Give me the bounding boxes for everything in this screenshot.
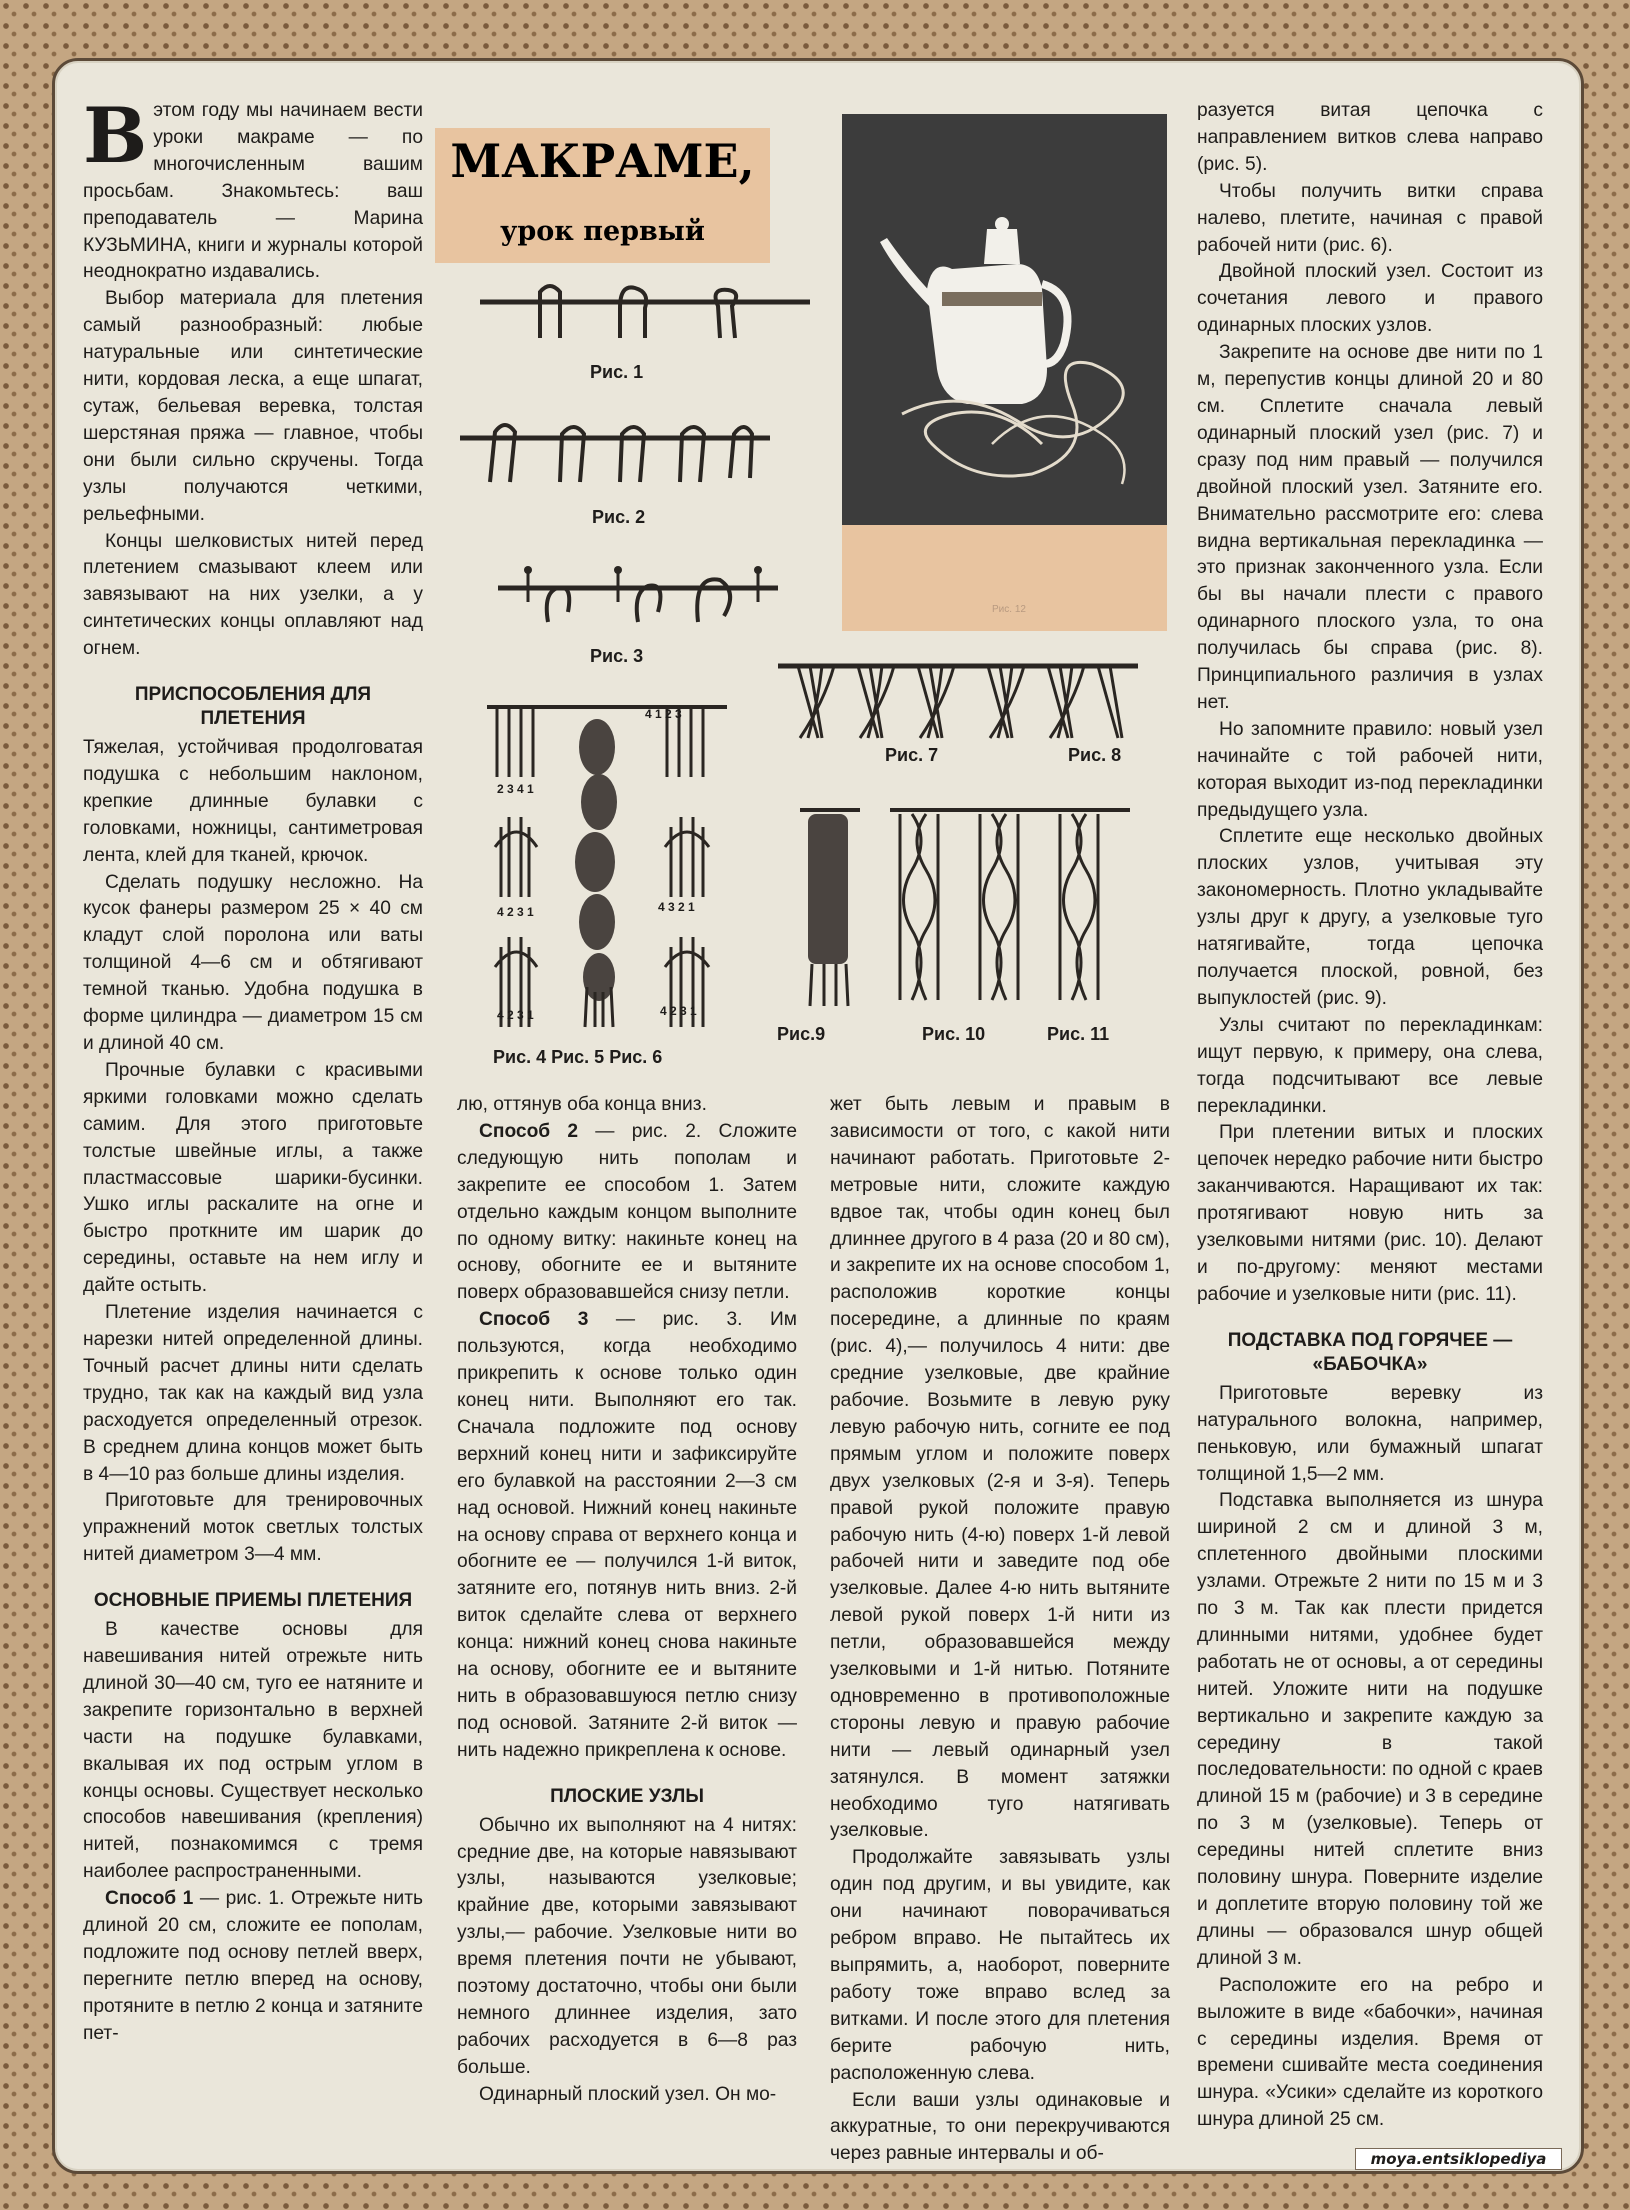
intro-paragraph: Вэтом году мы начинаем вести уроки макраме — по многочисленным вашим просьбам. Знакомьтесь: ваш преподаватель — Марина КУЗЬМИНА, книги и журналы которой неоднократно издавались. (83, 91, 423, 283)
article-title: МАКРАМЕ, (450, 134, 755, 188)
paragraph: Одинарный плоский узел. Он мо- (479, 2083, 777, 2105)
figure-11-caption: Рис. 11 (1047, 1024, 1110, 1044)
teapot-illustration (842, 114, 1167, 525)
figures-9-10-11 (780, 800, 1140, 1010)
figure-1-caption: Рис. 1 (590, 362, 644, 382)
paragraph: Закрепите на основе две нити по 1 м, перепустив концы длиной 20 и 80 см. Сплетите сначала левый одинарный плоский узел (рис. 7) и сразу под ним правый — получился двойной плоский узел. Затяните его. Внимательно рассмотрите его: слева видна вертикальная перекладинка — это признак законченного узла. Если бы вы начали плести с правого одинарного плоского узла, то она получилась бы справа (рис. 8). Принципиального различия в узлах нет. (1197, 342, 1543, 713)
paragraph: Способ 2 — рис. 2. Сложите следующую нить пополам и закрепите ее способом 1. Затем отдельно каждым концом выполните по одному витку: накиньте конец на основу, обогните ее и вытяните поверх образовавшейся снизу петли. (457, 1120, 797, 1304)
figure-7-caption: Рис. 7 (885, 745, 939, 765)
column-1 (83, 91, 423, 2048)
paragraph: Продолжайте завязывать узлы один под другим, и вы увидите, как они начинают поворачиваться ребром вправо. Не пытайтесь их выпрямить, а, наоборот, поверните работу тоже вправо вслед за витками. И после этого для плетения берите рабочую нить, расположенную слева. (830, 1847, 1170, 2084)
paragraph: Если ваши узлы одинаковые и аккуратные, то они перекручиваются через равные интервалы и об- (830, 2089, 1170, 2165)
figure-1 (470, 278, 820, 348)
paragraph: Приготовьте веревку из натурального волокна, например, пеньковую, или бумажный шпагат толщиной 1,5—2 мм. (1197, 1382, 1543, 1485)
watermark: moya.entsiklopediya (1355, 2148, 1562, 2170)
paragraph: Способ 3 — рис. 3. Им пользуются, когда необходимо прикрепить к основе только один конец нити. Выполняют его так. Сначала подложите под основу верхний конец нити и зафиксируйте его булавкой на расстоянии 2—3 см над основой. Нижний конец накиньте на основу справа от верхнего конца и обогните ее — получился 1-й виток, затяните его, потянув нить вниз. 2-й виток сделайте слева от верхнего конца: нижний конец снова накиньте на основу, обогните ее и вытяните нить в образовавшуюся петлю снизу под основой. Затяните 2-й виток — нить надежно прикреплена к основе. (457, 1309, 797, 1761)
paragraph: Выбор материала для плетения самый разнообразный: любые натуральные или синтетические нити, кордовая леска, а еще шпагат, сутаж, бельевая веревка, толстая шерстяная пряжа — главное, чтобы они были сильно скручены. Тогда узлы получаются четкими, рельефными. (83, 288, 423, 525)
paragraph: Двойной плоский узел. Состоит из сочетания левого и правого одинарных плоских узлов. (1197, 261, 1543, 337)
section-heading-tools: ПРИСПОСОБЛЕНИЯ ДЛЯ ПЛЕТЕНИЯ (134, 684, 372, 730)
section-heading-stand: ПОДСТАВКА ПОД ГОРЯЧЕЕ — «БАБОЧКА» (1227, 1329, 1513, 1375)
figure-8-caption: Рис. 8 (1068, 745, 1122, 765)
paragraph: Чтобы получить витки справа налево, плетите, начиная с правой рабочей нити (рис. 6). (1197, 180, 1543, 256)
figure-6-digits-c: 4 2 3 1 (660, 1004, 697, 1018)
figures-4-5-6 (487, 697, 727, 1037)
drop-cap: В (83, 91, 148, 180)
paragraph: При плетении витых и плоских цепочек нередко рабочие нити быстро заканчиваются. Наращивают их так: протягивают новую нить за узелковыми нитями (рис. 10). Делают и по-другому: меняют местами рабочие и узелковые нити (рис. 11). (1197, 1122, 1543, 1305)
paragraph: Сплетите еще несколько двойных плоских узлов, учитывая эту закономерность. Плотно укладывайте узлы друг к другу, а узелковые туго натягивайте, тогда цепочка получается плоской, ровной, без выпуклостей (рис. 9). (1197, 826, 1543, 1009)
section-heading-flat: ПЛОСКИЕ УЗЛЫ (550, 1785, 704, 1807)
figure-6-digits-b: 4 3 2 1 (658, 900, 695, 914)
paragraph: Узлы считают по перекладинкам: ищут первую, к примеру, она слева, тогда подсчитывают все левые перекладинки. (1197, 1014, 1543, 1117)
paragraph: Прочные булавки с красивыми яркими головками можно сделать самим. Для этого приготовьте толстые швейные иглы, а также пластмассовые шарики-бусинки. Ушко иглы раскалите на огне и быстро проткните им шарик до середины, оставьте на нем иглу и дайте остыть. (83, 1059, 423, 1297)
figure-4-digits-b: 4 2 3 1 (497, 905, 534, 919)
paragraph: Но запомните правило: новый узел начинайте с той рабочей нити, которая выходит из-под перекладинки предыдущего узла. (1197, 718, 1543, 821)
figure-6-digits-a: 4 1 2 3 (645, 707, 682, 721)
paragraph: Способ 1 — рис. 1. Отрежьте нить длиной 20 см, сложите ее пополам, подложите под основу петлей вверх, перегните петлю вперед на основу, протяните в петлю 2 конца и затяните пет- (83, 1888, 423, 2044)
paragraph: Сделать подушку несложно. На кусок фанеры размером 25 × 40 см кладут слой поролона или ваты толщиной 4—6 см и обтягивают темной тканью. Удобна подушка в форме цилиндра — диаметром 15 см и длиной 40 см. (83, 871, 423, 1054)
figure-2-caption: Рис. 2 (592, 507, 646, 527)
paragraph: Плетение изделия начинается с нарезки нитей определенной длины. Точный расчет длины нити сделать трудно, так как на каждый вид узла расходуется определенный отрезок. В среднем длина концов может быть в 4—10 раз больше длины изделия. (83, 1302, 423, 1485)
paragraph: жет быть левым и правым в зависимости от того, с какой нити начинают работать. Приготовьте 2-метровые нити, сложите каждую вдвое так, чтобы один конец был длиннее другого в 4 раза (20 и 80 см), и закрепите их на основе способом 1, расположив короткие концы посередине, а длинные по краям (рис. 4),— получилось 4 нити: две средние узелковые, две крайние рабочие. Возьмите в левую руку левую рабочую нить, согните ее под прямым углом и положите поверх двух узелковых (2-я и 3-я). Теперь правой рукой положите правую рабочую нить (4-ю) поверх 1-й левой рабочей нити и заведите под обе узелковые. Далее 4-ю нить вытяните левой рукой поверх 1-й нити из петли, образовавшейся между узелковыми и 1-й нитью. Потяните одновременно в противоположные стороны левую и правую рабочие нити — левый одинарный узел затянулся. В момент затяжки необходимо туго натягивать узелковые. (830, 1094, 1170, 1842)
paragraph: Подставка выполняется из шнура шириной 2 см и длиной 3 м, сплетенного двойными плоскими узлами. Отрежьте 2 нити по 15 м и 3 по 3 м. Так как плести придется длинными нитями, удобнее будет работать не от основы, а от середины нитей. Уложите нити на подушке вертикально и закрепите каждую за середину в такой последовательности: по одной с краев длиной 15 м (рабочие) и 3 в середине по 3 м (узелковые). Теперь от середины нитей сплетите вниз половину шнура. Поверните изделие и доплетите вторую половину той же длины — образовался шнур общей длиной 3 м. (1197, 1490, 1543, 1969)
figure-9-caption: Рис.9 (777, 1024, 826, 1044)
teapot-photo (842, 114, 1167, 631)
paragraph: Концы шелковистых нитей перед плетением смазывают клеем или завязывают на них узелки, а у синтетических концы оплавляют над огнем. (83, 530, 423, 660)
figure-10-caption: Рис. 10 (922, 1024, 986, 1044)
paragraph: разуется витая цепочка с направлением витков слева направо (рис. 5). (1197, 100, 1543, 175)
paragraph: Тяжелая, устойчивая продолговатая подушка с небольшим наклоном, крепкие длинные булавки с головками, ножницы, сантиметровая лента, клей для тканей, крючок. (83, 737, 423, 866)
figure-4-digits-a: 2 3 4 1 (497, 782, 534, 796)
paragraph: Приготовьте для тренировочных упражнений моток светлых толстых нитей диаметром 3—4 мм. (83, 1490, 423, 1566)
title-block (435, 128, 770, 263)
column-2 (457, 1092, 797, 2109)
figure-3 (488, 562, 788, 632)
article-subtitle: урок первый (500, 216, 705, 247)
figures-4-5-6-caption: Рис. 4 Рис. 5 Рис. 6 (493, 1047, 663, 1067)
column-4 (1197, 98, 1543, 2134)
figures-7-8 (778, 652, 1138, 742)
paragraph: лю, оттянув оба конца вниз. (457, 1094, 707, 1115)
figure-4-digits-c: 4 2 3 1 (497, 1008, 534, 1022)
figure-3-caption: Рис. 3 (590, 646, 644, 666)
photo-label: Рис. 12 (992, 604, 1026, 615)
column-3 (830, 1092, 1170, 2168)
figure-2 (450, 412, 780, 492)
paragraph: Расположите его на ребро и выложите в виде «бабочки», начиная с середины изделия. Время от времени сшивайте места соединения шнура. «Усики» сделайте из короткого шнура длиной 25 см. (1197, 1974, 1543, 2131)
paragraph: В качестве основы для навешивания нитей отрежьте нить длиной 30—40 см, туго ее натяните и закрепите горизонтально в верхней части на подушке булавками, вкалывая их под острым углом в концы основы. Существует несколько способов навешивания (крепления) нитей, познакомимся с тремя наиболее распространенными. (83, 1619, 423, 1883)
paragraph: Обычно их выполняют на 4 нитях: средние две, на которые навязывают узлы, называются узелковые; крайние две, которыми завязывают узлы,— рабочие. Узелковые нити во время плетения почти не убывают, поэтому достаточно, чтобы они были немного длиннее изделия, зато рабочих расходуется в 6—8 раз больше. (457, 1814, 797, 2078)
section-heading-basic: ОСНОВНЫЕ ПРИЕМЫ ПЛЕТЕНИЯ (93, 1590, 413, 1612)
